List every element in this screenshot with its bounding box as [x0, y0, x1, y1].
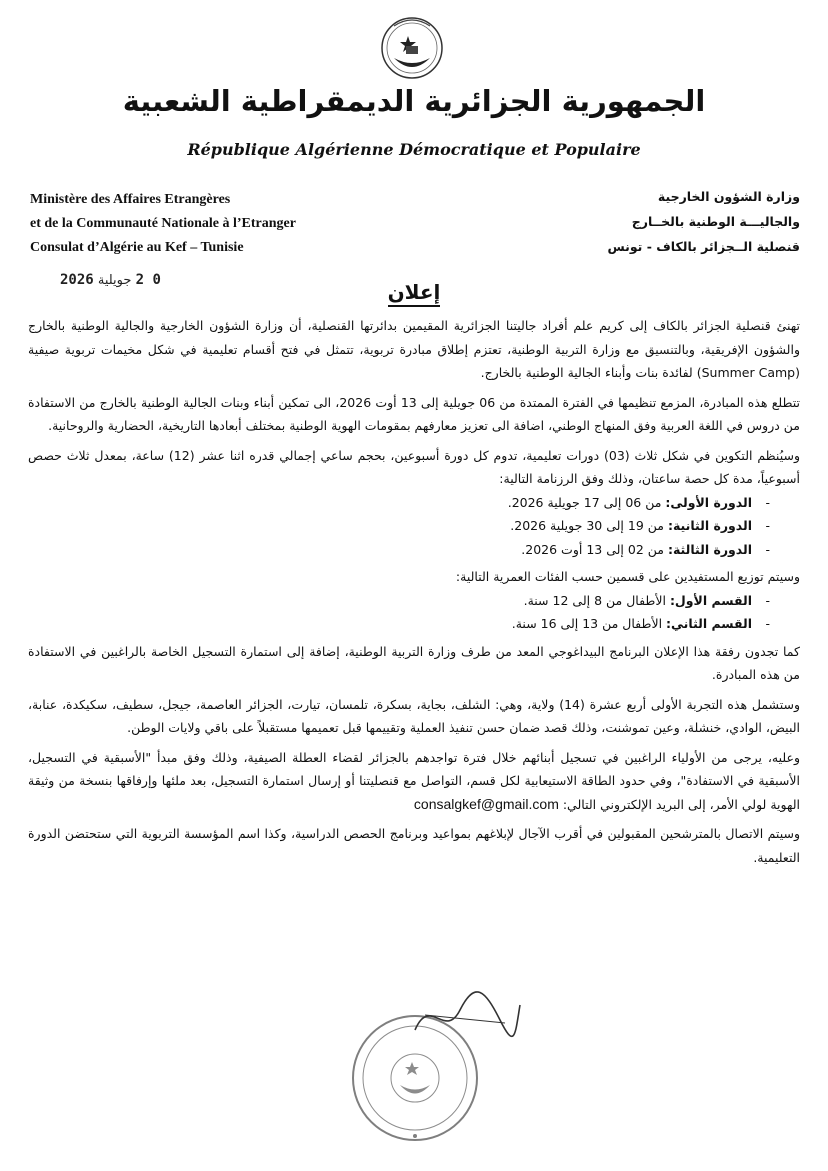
consulate-line: Consulat d’Algérie au Kef – Tunisie [30, 240, 244, 255]
sessions-list [28, 491, 800, 562]
algeria-emblem-icon [364, 6, 460, 90]
paragraph: كما تجدون رفقة هذا الإعلان البرنامج البيداغوجي المعد من طرف وزارة التربية الوطنية، إضافة إلى استمارة التسجيل الخاصة بالراغبين في الاستفادة من هذه المبادرة. [28, 643, 800, 682]
ministry-line: والجاليـــة الوطنية بالخــارج [631, 214, 800, 229]
date-month: جويلية [97, 273, 132, 288]
email-link[interactable]: consalgkef@gmail.com [413, 795, 559, 812]
group-label: القسم الثاني: [666, 616, 752, 631]
list-item [28, 491, 770, 515]
ministry-line: وزارة الشؤون الخارجية [657, 189, 800, 204]
ministry-header-arabic [500, 184, 800, 259]
group-label: القسم الأول: [669, 592, 752, 608]
paragraph: وسيتم الاتصال بالمترشحين المقبولين في أقرب الآجال لإبلاغهم بمواعيد وبرنامج الحصص الدراسية، وكذا اسم المؤسسة التربوية التي ستحتضن الدورة التعليمية. [28, 826, 800, 865]
session-dates: من 19 إلى 30 جويلية 2026. [510, 518, 668, 533]
date-year: 2026 [60, 272, 94, 288]
session-dates: من 02 إلى 13 أوت 2026. [521, 541, 668, 557]
group-ages: الأطفال من 8 إلى 12 سنة. [523, 592, 670, 608]
paragraph-text: وعليه، يرجى من الأولياء الراغبين في تسجيل أبنائهم خلال فترة تواجدهم بالجزائر لقضاء العطلة الصيفية، وذلك وفق مبدأ "الأسبقية في التسجيل، الأسبقية في الاستفادة"، وفي حدود الطاقة الاستيعابية لكل قسم، التواصل مع قنصليتنا أو إرسال استمارة التسجيل، بعد ملئها وإرفاقها بنسخة من وثيقة الهوية لولي الأمر، إلى البريد الإلكتروني التالي: [28, 749, 800, 812]
ministry-line: Ministère des Affaires Etrangères [30, 192, 231, 207]
paragraph: تهنئ قنصلية الجزائر بالكاف إلى كريم علم أفراد جاليتنا الجزائرية المقيمين بدائرتها القنصلية، أن وزارة الشؤون الخارجية والجالية الوطنية بالخارج والشؤون الإفريقية، وبالتنسيق مع وزارة التربية الوطنية، تعتزم إطلاق مبادرة تربوية، تتمثل في فتح أقسام تعليمية في شكل مخيمات تربوية صيفية (Summer Camp) لفائدة بنات وأبناء الجالية الوطنية بالخارج. [28, 318, 800, 380]
paragraph: وسيتم توزيع المستفيدين على قسمين حسب الفئات العمرية التالية: [455, 569, 800, 584]
session-dates: من 06 إلى 17 جويلية 2026. [507, 494, 666, 510]
consulate-line: قنصلية الــجزائر بالكاف - تونس [607, 239, 800, 254]
ministry-line: et de la Communauté Nationale à l’Etranger [30, 216, 296, 231]
session-label: الدورة الثانية: [667, 518, 752, 533]
country-title-arabic: الجمهورية الجزائرية الديمقراطية الشعبية [122, 84, 706, 118]
announcement-title [0, 280, 828, 304]
announcement-body [28, 314, 800, 875]
list-item [28, 538, 770, 562]
session-label: الدورة الثالثة: [667, 541, 752, 557]
paragraph: تتطلع هذه المبادرة، المزمع تنظيمها في الفترة الممتدة من 06 جويلية إلى 13 أوت 2026، الى تمكين أبناء وبنات الجالية الوطنية بالخارج من الاستفادة من دروس في اللغة العربية وفق المنهاج الوطني، اضافة الى تعزيز معارفهم بمقومات الهوية الوطنية بمختلف أبعادها التاريخية، الحضارية والروحانية. [28, 394, 800, 433]
list-item [28, 589, 770, 613]
paragraph: وستشمل هذه التجربة الأولى أربع عشرة (14) ولاية، وهي: الشلف، بجاية، بسكرة، تلمسان، تيارت، الجزائر العاصمة، جيجل، سطيف، سكيكدة، عنابة، البيض، الوادي، خنشلة، وعين تموشنت، وذلك قصد ضمان حسن تنفيذ العملية وتقييمها قبل تعميمها مستقبلاً على باقي ولايات الوطن. [28, 696, 800, 735]
list-item [28, 612, 770, 636]
paragraph: وسيُنظم التكوين في شكل ثلاث (03) دورات تعليمية، تدوم كل دورة أسبوعين، بحجم ساعي إجمالي قدره اثنا عشر (12) ساعة، بمعدل ثلاث حصص أسبوعياً، مدة كل حصة ساعتان، وذلك وفق الرزنامة التالية: [28, 447, 800, 486]
group-ages: الأطفال من 13 إلى 16 سنة. [511, 616, 667, 631]
country-title-french: République Algérienne Démocratique et Populaire [187, 140, 641, 159]
list-item [28, 514, 770, 538]
paragraph [28, 746, 800, 817]
ministry-header-french [30, 188, 370, 260]
signature-icon [405, 985, 525, 1045]
age-groups-list [28, 589, 800, 636]
date-day: 0 2 [135, 272, 161, 288]
session-label: الدورة الأولى: [665, 494, 752, 510]
announcement-title-text: إعلان [388, 280, 441, 307]
